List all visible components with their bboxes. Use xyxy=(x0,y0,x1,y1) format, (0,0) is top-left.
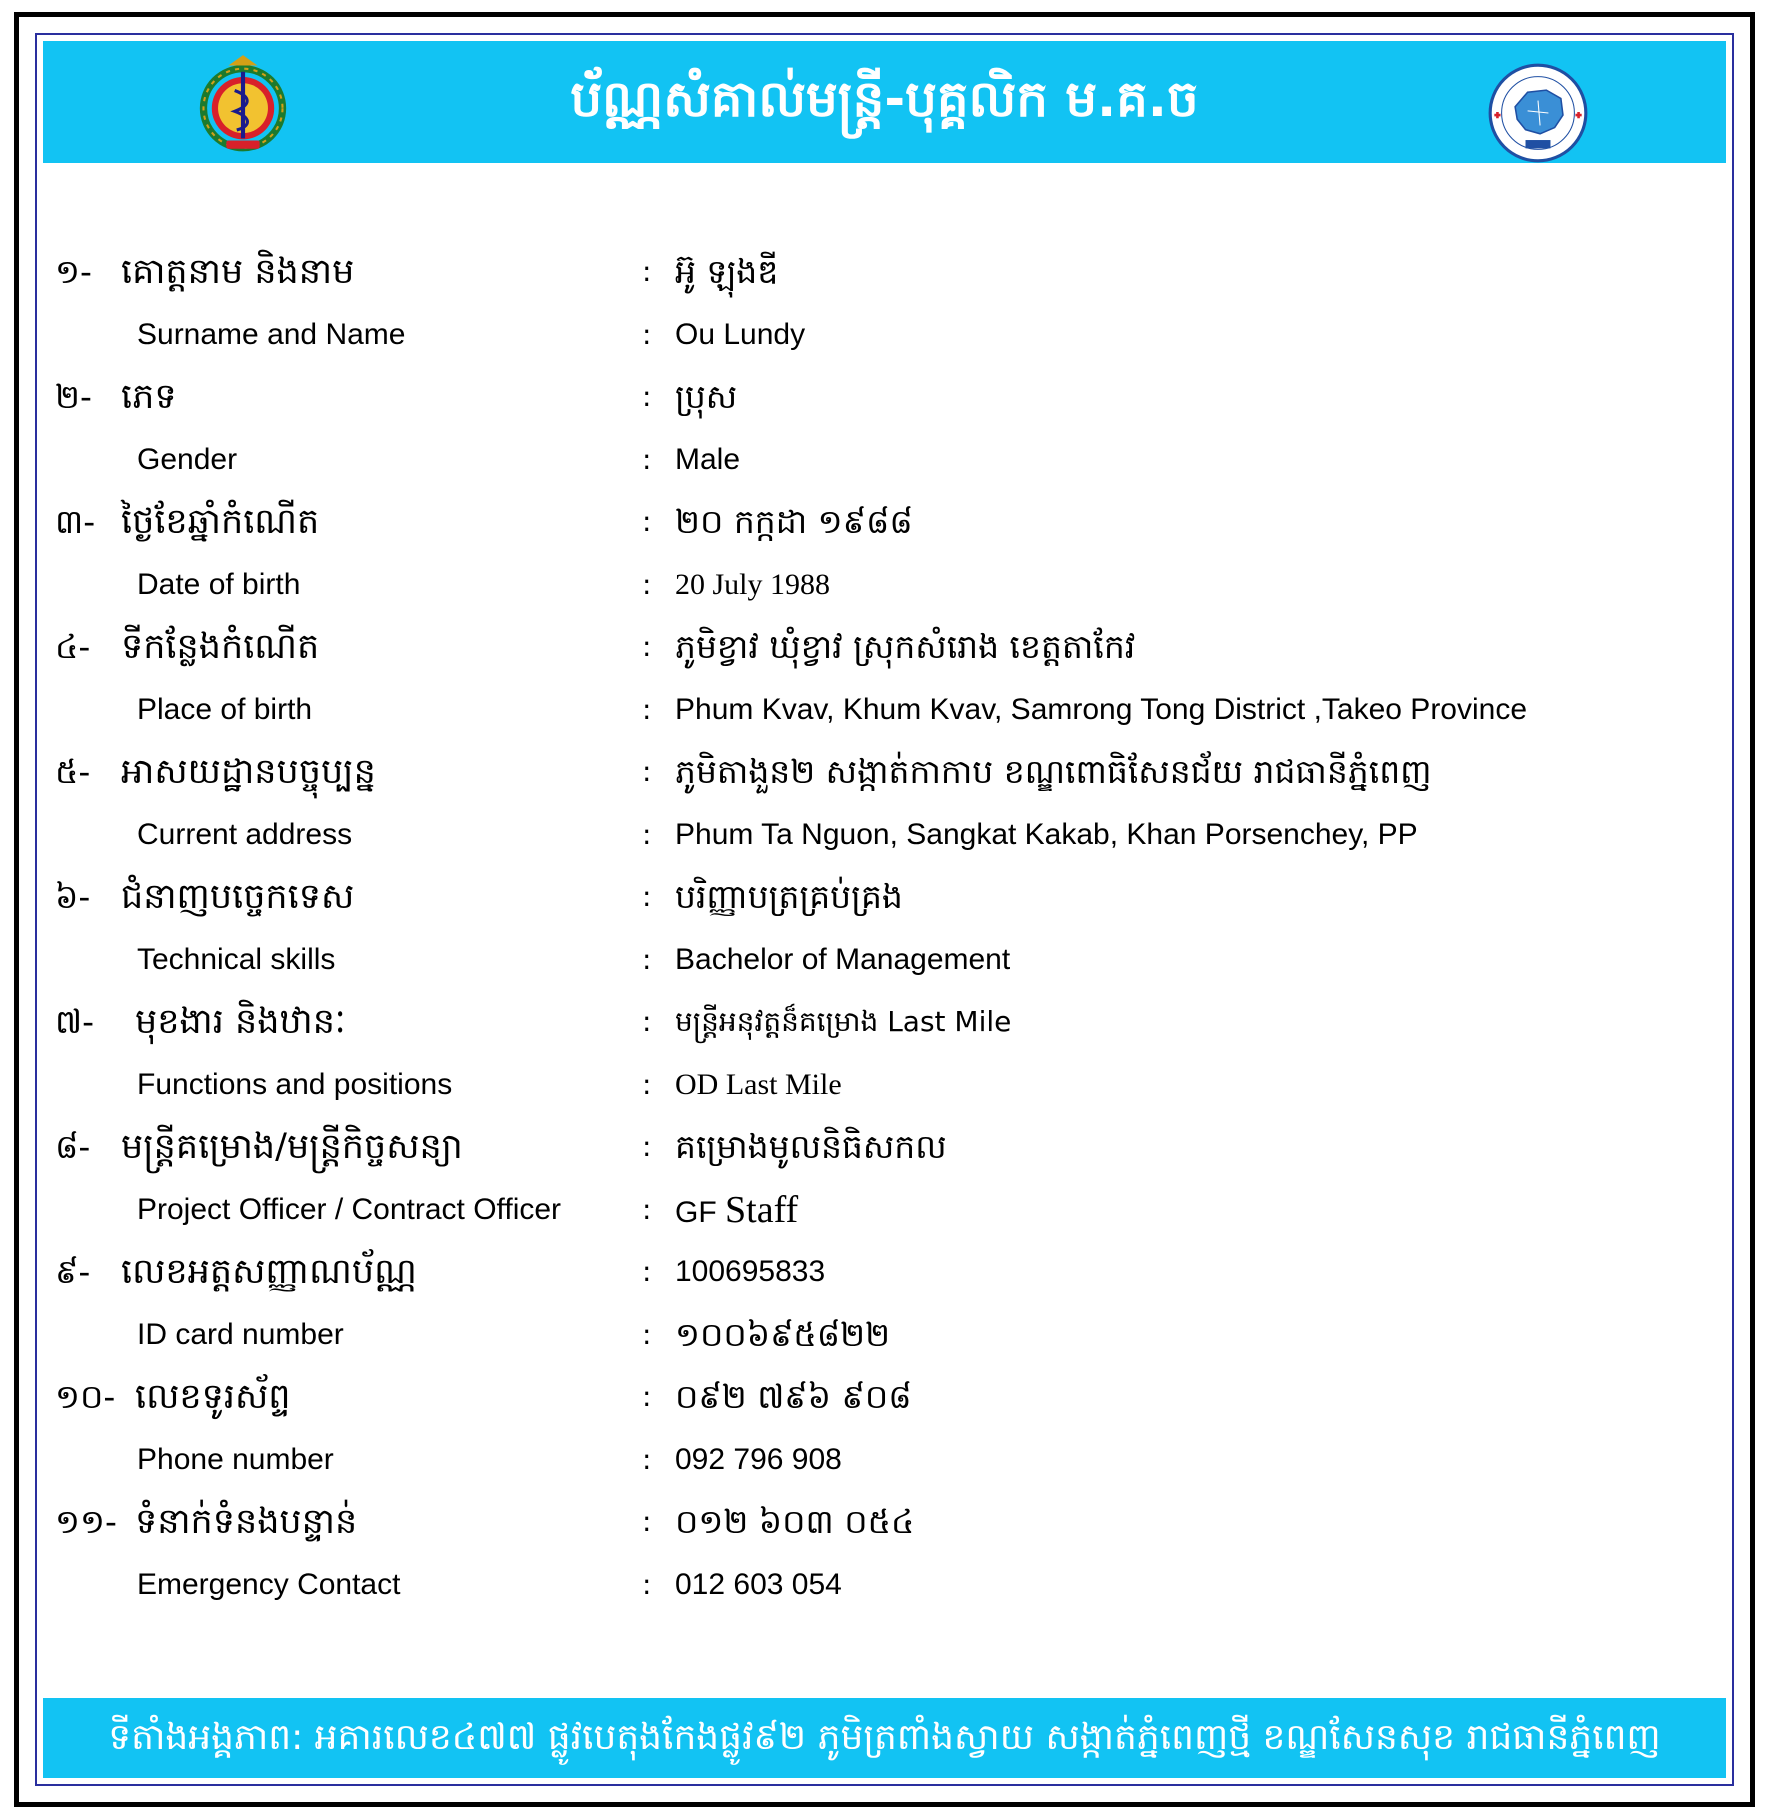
colon: : xyxy=(642,505,652,538)
row-number: ១១- xyxy=(55,1502,117,1541)
field-value-kh: ២០ កក្កដា ១៩៨៨ xyxy=(675,502,913,541)
colon: : xyxy=(642,1317,652,1351)
row-dob-en xyxy=(37,554,1732,617)
field-label-kh: គោត្តនាម និងនាម xyxy=(121,252,355,292)
office-address: ទីតាំងអង្គភាព: អគារលេខ៤៧៧ ផ្លូវបេតុងកែងផ្លូវ៩២ ភូមិត្រពាំងស្វាយ សង្កាត់ភ្នំពេញថ្មី ខណ្ឌសែនសុខ រាជធានីភ្នំពេញ xyxy=(108,1717,1661,1758)
row-gender-en xyxy=(37,429,1732,492)
field-value-en: OD Last Mile xyxy=(675,1067,842,1101)
field-label-en: Surname and Name xyxy=(137,317,406,351)
field-value-en: Phum Kvav, Khum Kvav, Samrong Tong District ,Takeo Province xyxy=(675,692,1528,726)
field-label-en: Date of birth xyxy=(137,567,301,601)
row-position-kh xyxy=(37,991,1732,1054)
field-value-en: Phum Ta Nguon, Sangkat Kakab, Khan Porsenchey, PP xyxy=(675,817,1418,851)
cnm-cambodia-map-logo-icon xyxy=(1486,61,1590,165)
field-value-kh: បរិញ្ញាបត្រគ្រប់គ្រង xyxy=(675,877,903,916)
field-label-en: Gender xyxy=(137,442,238,476)
field-label-kh: លេខអត្តសញ្ញាណប័ណ្ណ xyxy=(121,1252,417,1292)
card-outer-border xyxy=(14,12,1755,1807)
colon: : xyxy=(642,1505,652,1538)
row-address-en xyxy=(37,804,1732,867)
row-number: ១- xyxy=(55,252,92,291)
field-value-kh: អ៊ូ ឡុងឌី xyxy=(675,252,779,291)
ministry-of-health-emblem-icon xyxy=(191,51,295,155)
row-birthplace-kh xyxy=(37,616,1732,679)
field-label-en: Technical skills xyxy=(137,942,336,976)
colon: : xyxy=(642,255,652,288)
field-label-en: Place of birth xyxy=(137,692,313,726)
row-address-kh xyxy=(37,741,1732,804)
field-label-en: Emergency Contact xyxy=(137,1567,401,1601)
card-title: ប័ណ្ណសំគាល់មន្ត្រី-បុគ្គលិក ម.គ.ច xyxy=(570,70,1199,128)
row-name-en xyxy=(37,304,1732,367)
field-label-kh: ទំនាក់ទំនងបន្ទាន់ xyxy=(135,1502,358,1542)
row-number: ៧- xyxy=(55,1002,94,1041)
field-value-en xyxy=(675,1179,798,1244)
row-idcard-kh xyxy=(37,1241,1732,1304)
row-dob-kh xyxy=(37,491,1732,554)
row-number: ៦- xyxy=(55,877,91,916)
colon: : xyxy=(642,630,652,663)
field-value-kh: ០១២ ៦០៣ ០៥៤ xyxy=(675,1502,915,1541)
value-prefix: GF xyxy=(675,1195,717,1229)
row-number: ៩- xyxy=(55,1252,91,1291)
row-emergency-kh xyxy=(37,1491,1732,1554)
row-skills-kh xyxy=(37,866,1732,929)
field-value-kh: 100695833 xyxy=(675,1255,826,1288)
header-band xyxy=(43,41,1726,163)
field-label-kh: អាសយដ្ឋានបច្ចុប្បន្ន xyxy=(121,752,376,792)
colon: : xyxy=(642,1130,652,1163)
value-suffix: Staff xyxy=(725,1188,799,1231)
field-label-kh: ភេទ xyxy=(121,377,177,417)
field-value-kh: ០៩២ ៧៩៦ ៩០៨ xyxy=(675,1377,912,1416)
field-value-kh: មន្ត្រីអនុវត្តន៏គម្រោង Last Mile xyxy=(675,1005,1012,1038)
field-label-kh: លេខទូរស័ព្ទ xyxy=(135,1377,291,1417)
field-value-en: 092 796 908 xyxy=(675,1442,842,1476)
colon: : xyxy=(642,1380,652,1413)
colon: : xyxy=(642,1255,652,1288)
field-label-en: Functions and positions xyxy=(137,1067,453,1101)
row-officer-kh xyxy=(37,1116,1732,1179)
colon: : xyxy=(642,442,652,476)
row-number: ៥- xyxy=(55,752,91,791)
row-idcard-en xyxy=(37,1304,1732,1367)
field-value-en: 012 603 054 xyxy=(675,1567,842,1601)
colon: : xyxy=(642,567,652,601)
row-number: ២- xyxy=(55,377,92,416)
footer-band xyxy=(43,1698,1726,1778)
colon: : xyxy=(642,1442,652,1476)
field-label-en: ID card number xyxy=(137,1317,344,1351)
field-value-kh: ប្រុស xyxy=(675,377,738,416)
info-rows xyxy=(37,241,1732,1616)
colon: : xyxy=(642,1005,652,1038)
field-label-kh: ថ្ងៃខែឆ្នាំកំណើត xyxy=(121,502,320,542)
row-phone-en xyxy=(37,1429,1732,1492)
row-number: ៤- xyxy=(55,627,91,666)
row-birthplace-en xyxy=(37,679,1732,742)
row-number: ៨- xyxy=(55,1127,91,1166)
colon: : xyxy=(642,1567,652,1601)
field-label-kh: មន្ត្រីគម្រោង/មន្ត្រីកិច្ចសន្យា xyxy=(121,1127,463,1167)
field-value-kh: ភូមិតាងួន២ សង្កាត់កាកាប ខណ្ឌពោធិសែនជ័យ រាជធានីភ្នំពេញ xyxy=(675,752,1432,791)
colon: : xyxy=(642,692,652,726)
field-value-en: ១០០៦៩៥៨២២ xyxy=(675,1314,891,1354)
row-position-en xyxy=(37,1054,1732,1117)
row-emergency-en xyxy=(37,1554,1732,1617)
field-value-en: Ou Lundy xyxy=(675,317,806,351)
field-value-en: Male xyxy=(675,442,741,476)
field-value-en: 20 July 1988 xyxy=(675,567,831,601)
colon: : xyxy=(642,755,652,788)
row-phone-kh xyxy=(37,1366,1732,1429)
row-gender-kh xyxy=(37,366,1732,429)
field-label-en: Project Officer / Contract Officer xyxy=(137,1192,562,1226)
colon: : xyxy=(642,942,652,976)
card-inner-border xyxy=(35,33,1734,1786)
row-skills-en xyxy=(37,929,1732,992)
field-value-kh: ភូមិខ្វាវ ឃុំខ្វាវ ស្រុកសំរោង ខេត្តតាកែវ xyxy=(675,627,1136,666)
row-number: ១០- xyxy=(55,1377,116,1416)
field-label-kh: ជំនាញបច្ចេកទេស xyxy=(121,877,355,917)
colon: : xyxy=(642,1067,652,1101)
field-value-en: Bachelor of Management xyxy=(675,942,1011,976)
field-label-kh: មុខងារ និងឋានៈ xyxy=(135,1002,346,1042)
colon: : xyxy=(642,880,652,913)
colon: : xyxy=(642,380,652,413)
field-label-en: Current address xyxy=(137,817,353,851)
row-officer-en xyxy=(37,1179,1732,1242)
field-value-kh: គម្រោងមូលនិធិសកល xyxy=(675,1127,947,1166)
colon: : xyxy=(642,817,652,851)
field-label-kh: ទីកន្លែងកំណើត xyxy=(121,627,320,667)
row-number: ៣- xyxy=(55,502,96,541)
colon: : xyxy=(642,317,652,351)
colon: : xyxy=(642,1192,652,1226)
row-name-kh xyxy=(37,241,1732,304)
field-label-en: Phone number xyxy=(137,1442,334,1476)
